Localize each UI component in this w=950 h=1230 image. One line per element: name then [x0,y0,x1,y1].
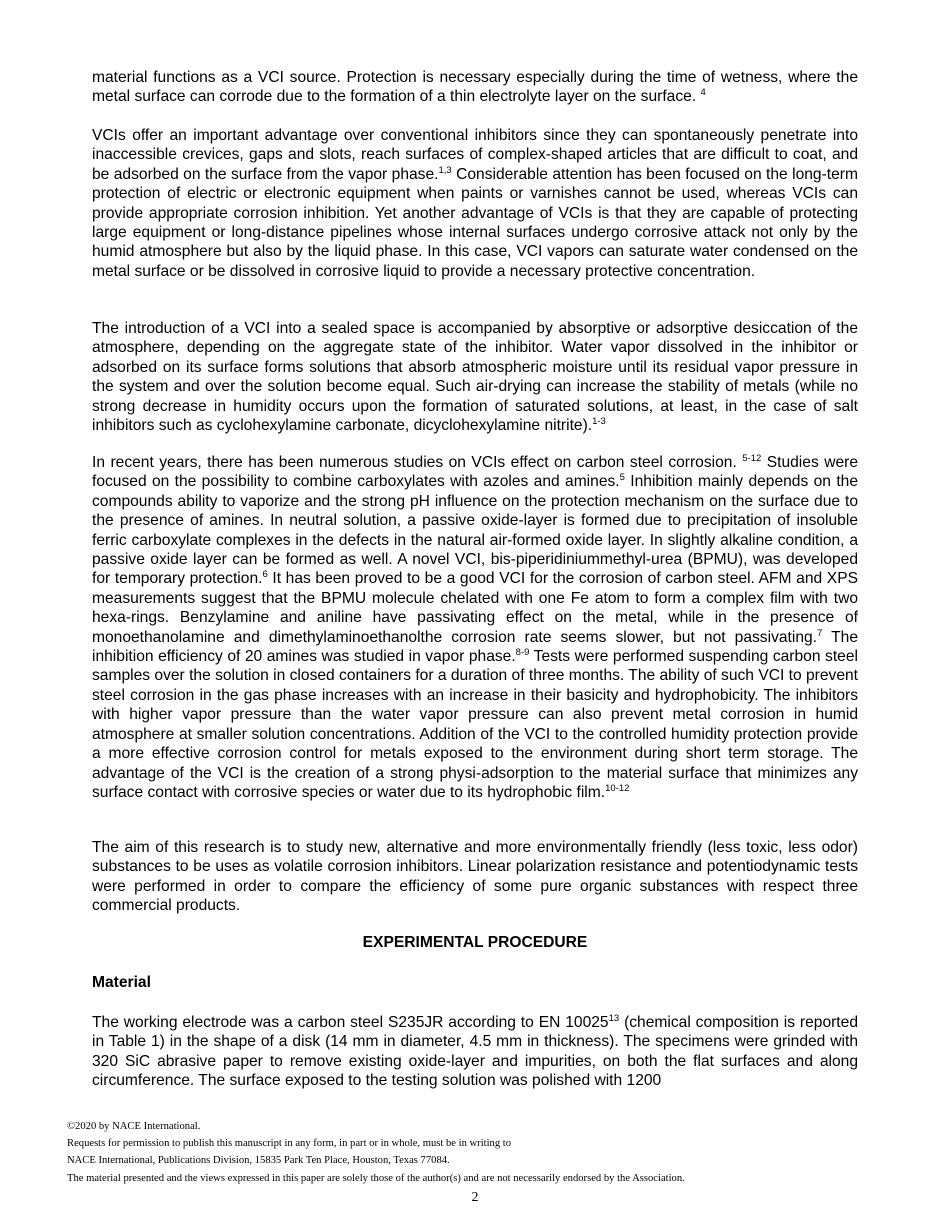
paragraph-text: Tests were performed suspending carbon steel samples over the solution in closed containers for a duration of three months. The ability of such VCI to prevent steel corrosion in the gas phase increases with an increase in their basicity and hydrophobicity. The inhibitors with higher vapor pressure than the water vapor pressure can also prevent metal corrosion in humid atmosphere at smaller solution concentrations. Addition of the VCI to the controlled humidity protection provide a more effective corrosion control for metals exposed to the environment during short term storage. The advantage of the VCI is the creation of a strong physi-adsorption to the material surface that minimizes any surface contact with corrosive species or water due to its hydrophobic film. [92,648,858,801]
footer-permission: Requests for permission to publish this manuscript in any form, in part or in whole, must be in writing to [67,1138,512,1150]
footer-address: NACE International, Publications Division, 15835 Park Ten Place, Houston, Texas 77084. [67,1155,450,1167]
paragraph-working-electrode [92,1013,858,1091]
paragraph-text: (chemical composition is reported in Table 1) in the shape of a disk (14 mm in diameter, 4.5 mm in thickness). The specimens were grinded with 320 SiC abrasive paper to remove existing oxide-layer and impurities, on both the flat surfaces and along circumference. The surface exposed to the testing solution was polished with 1200 [92,1014,858,1090]
paragraph-text: material functions as a VCI source. Protection is necessary especially during the time of wetness, where the metal surface can corrode due to the formation of a thin electrolyte layer on the surface. [92,69,858,106]
subsection-heading: Material [92,974,151,991]
paragraph-text: The aim of this research is to study new, alternative and more environmentally friendly (less toxic, less odor) substances to be uses as volatile corrosion inhibitors. Linear polarization resistance and potentiodynamic tests were performed in order to compare the efficiency of some pure organic substances with respect three commercial products. [92,839,858,915]
paragraph-vci-advantages [92,126,858,281]
citation-ref: 1-3 [592,415,606,427]
citation-ref: 6 [262,569,268,581]
citation-ref: 5-12 [742,452,762,464]
citation-ref: 7 [817,627,823,639]
paragraph-recent-studies [92,453,858,802]
paragraph-text: The working electrode was a carbon steel S235JR according to EN 10025 [92,1014,609,1031]
section-heading: EXPERIMENTAL PROCEDURE [362,934,588,951]
paragraph-text: In recent years, there has been numerous studies on VCIs effect on carbon steel corrosion. [92,454,743,471]
page-footer [67,1118,887,1187]
paragraph-text: The introduction of a VCI into a sealed space is accompanied by absorptive or adsorptive desiccation of the atmosphere, depending on the aggregate state of the inhibitor. Water vapor dissolved in the inhibitor or adsorbed on its surface forms solutions that absorb atmospheric moisture until its residual vapor pressure in the system and over the solution become equal. Such air-drying can increase the stability of metals (while no strong decrease in humidity occurs upon the formation of saturated solutions, at least, in the case of salt inhibitors such as cyclohexylamine carbonate, dicyclohexylamine nitrite). [92,320,858,435]
citation-ref: 8-9 [515,646,530,658]
citation-ref: 13 [608,1012,620,1024]
paragraph-desiccation [92,319,858,435]
paragraph-text: Studies were focused on the possibility to combine carboxylates with azoles and amines. [92,454,858,491]
citation-ref: 4 [700,87,706,99]
footer-disclaimer: The material presented and the views expressed in this paper are solely those of the author(s) and are not necessarily endorsed by the Association. [67,1172,685,1184]
citation-ref: 10-12 [605,782,630,794]
citation-ref: 1,3 [438,164,452,176]
page-number: 2 [471,1190,479,1205]
citation-ref: 5 [619,472,625,484]
paragraph-text: VCIs offer an important advantage over conventional inhibitors since they can spontaneously penetrate into inaccessible crevices, gaps and slots, reach surfaces of complex-shaped articles that are difficult to coat, and be adsorbed on the surface from the vapor phase. [92,127,858,183]
paragraph-research-aim [92,838,858,916]
footer-copyright: ©2020 by NACE International. [67,1121,201,1132]
paragraph-text: The inhibition efficiency of 20 amines was studied in vapor phase. [92,628,858,666]
paragraph-text: Considerable attention has been focused on the long-term protection of electric or electronic equipment when paints or varnishes cannot be used, whereas VCIs can provide appropriate corrosion inhibition. Yet another advantage of VCIs is that they are capable of protecting large equipment or long-distance pipelines whose internal surfaces undergo corrosive attack not only by the humid atmosphere but also by the liquid phase. In this case, VCI vapors can saturate water condensed on the metal surface or be dissolved in corrosive liquid to provide a necessary protective concentration. [92,165,858,280]
paragraph-text: It has been proved to be a good VCI for the corrosion of carbon steel. AFM and XPS measurements suggest that the BPMU molecule chelated with one Fe atom to form a complex film with two hexa-rings. Benzylamine and aniline have passivating effect on the metal, while in the presence of monoethanolamine and dimethylaminoethanolthe corrosion rate seems slower, but not passivating. [92,570,859,646]
paragraph-wetness [92,68,858,107]
paragraph-text: Inhibition mainly depends on the compounds ability to vaporize and the strong pH influence on the protection mechanism on the surface due to the presence of amines. In neutral solution, a passive oxide-layer is formed due to precipitation of insoluble ferric carboxylate complexes in the defects in the natural air-formed oxide layer. In slightly alkaline condition, a passive oxide layer can be formed as well. A novel VCI, bis-piperidiniummethyl-urea (BPMU), was developed for temporary protection. [92,473,858,588]
